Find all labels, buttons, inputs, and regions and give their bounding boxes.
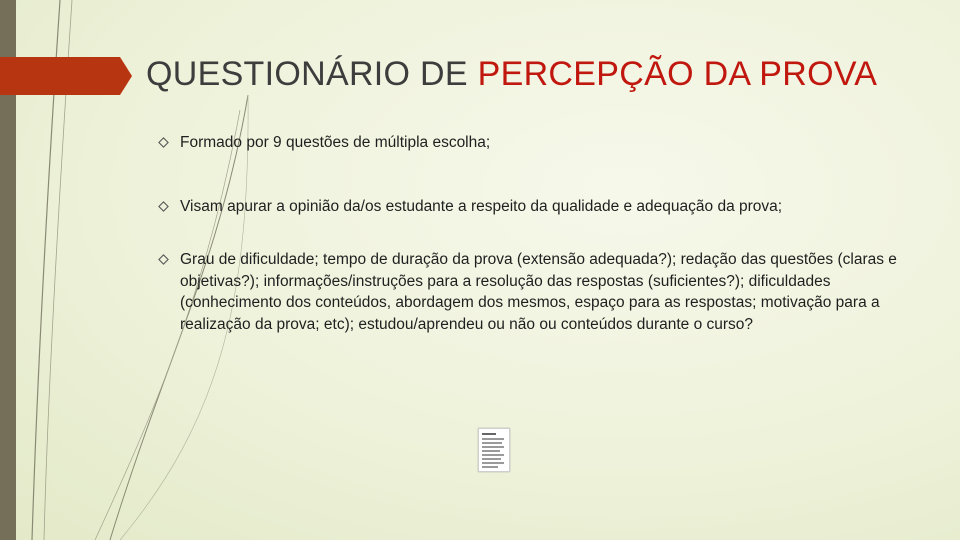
diamond-outline-icon [158, 201, 169, 212]
bullet-item [158, 196, 898, 218]
bullet-item [158, 132, 898, 154]
bullet-text: Formado por 9 questões de múltipla escolha; [180, 134, 491, 151]
title-text-gray: QUESTIONÁRIO DE [146, 55, 478, 93]
title-text-red: PERCEPÇÃO DA PROVA [477, 55, 878, 93]
bullet-item [158, 249, 898, 335]
bullet-text: Grau de dificuldade; tempo de duração da prova (extensão adequada?); redação das questões (claras e objetivas?); informações/instruções para a resolução das respostas (suficientes?); dificuldades (conhecimento dos conteúdos, abordagem dos mesmos, espaço para as respostas; motivação para a realização da prova; etc); estudou/aprendeu ou não ou conteúdos durante o curso? [180, 251, 897, 333]
bullet-list [158, 132, 898, 335]
diamond-outline-icon [158, 137, 169, 148]
title-accent-arrow [120, 57, 132, 95]
document-thumbnail-icon [478, 428, 510, 472]
title-accent-bar [0, 57, 120, 95]
diamond-outline-icon [158, 254, 169, 265]
bullet-text: Visam apurar a opinião da/os estudante a respeito da qualidade e adequação da prova; [180, 197, 783, 215]
slide-title [146, 55, 877, 93]
